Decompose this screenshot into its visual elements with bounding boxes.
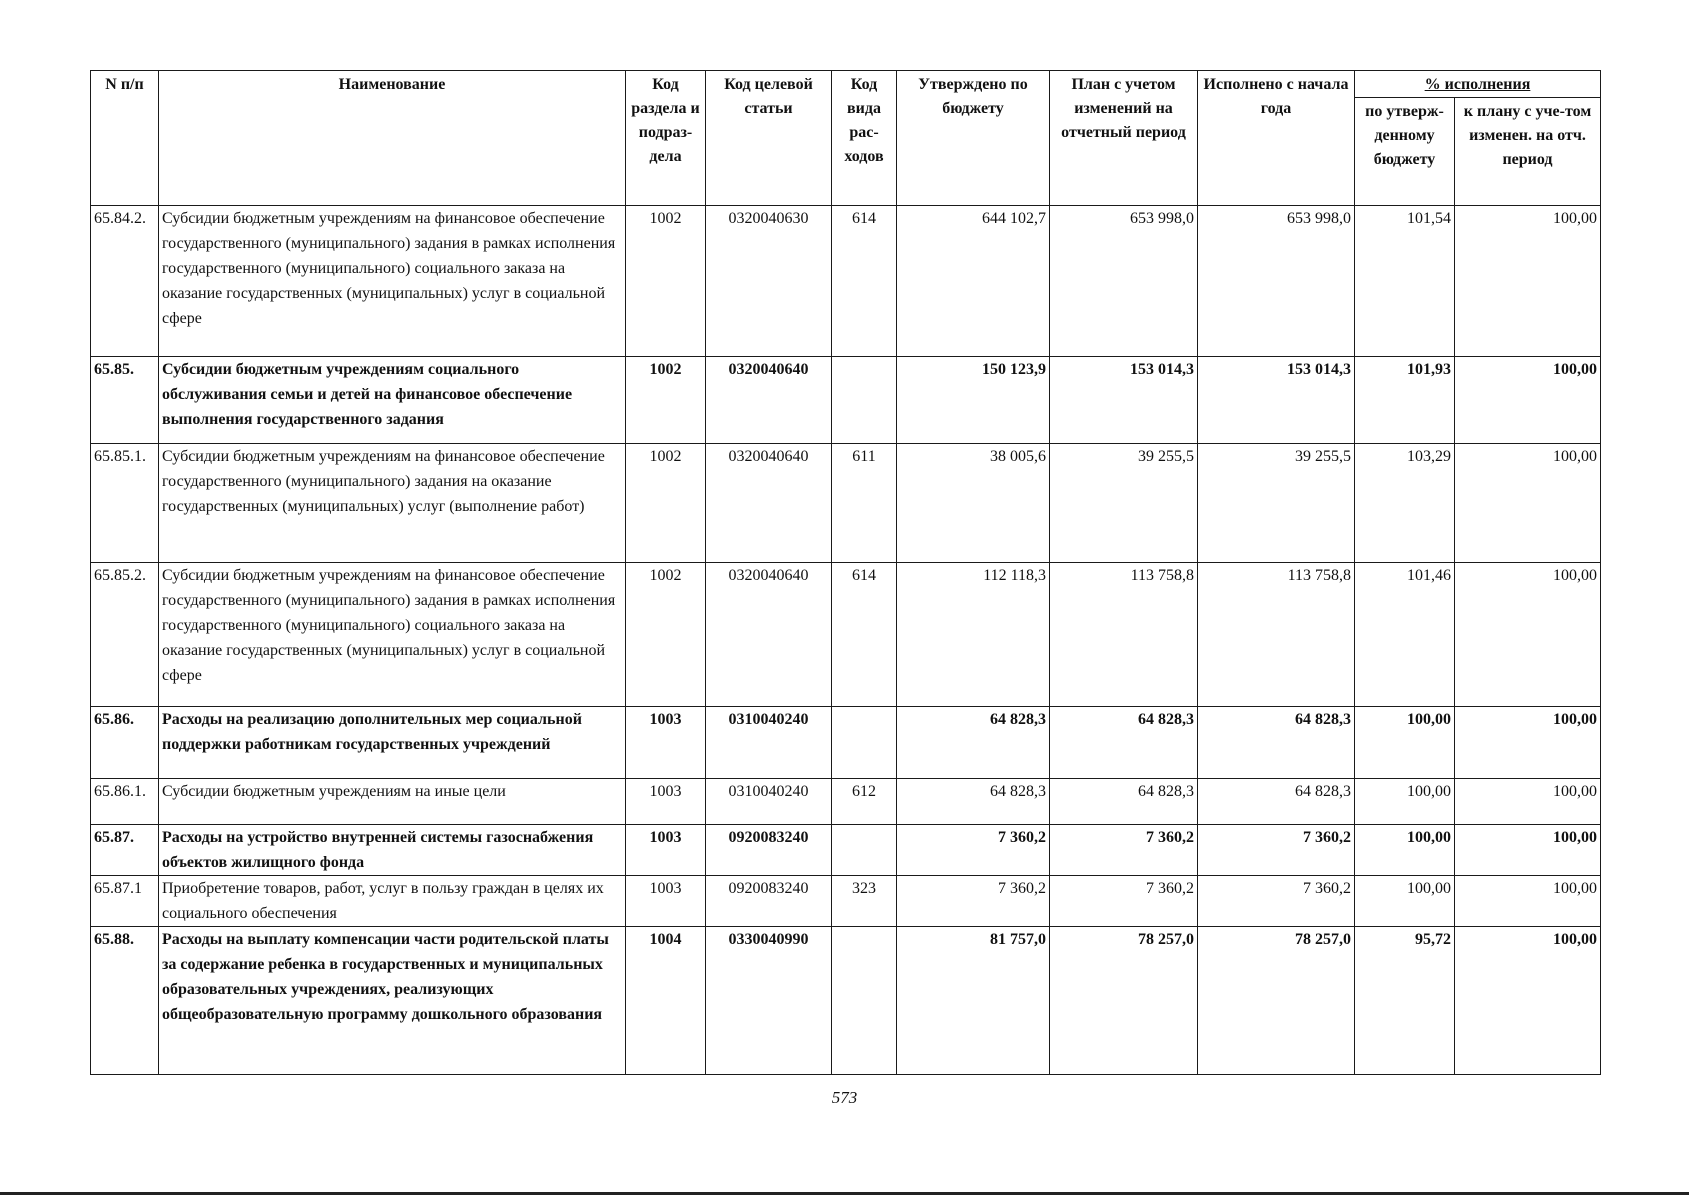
table-row (91, 206, 1601, 357)
row-approved: 7 360,2 (897, 876, 1050, 927)
header-executed: Исполнено с начала года (1198, 71, 1355, 206)
bottom-divider (0, 1192, 1689, 1195)
header-name: Наименование (159, 71, 626, 206)
row-percent-plan: 100,00 (1455, 779, 1601, 825)
header-no: N п/п (91, 71, 159, 206)
page-number: 573 (831, 1088, 858, 1107)
header-target-code: Код целевой статьи (706, 71, 832, 206)
row-percent-budget: 100,00 (1355, 779, 1455, 825)
row-percent-plan: 100,00 (1455, 444, 1601, 563)
row-plan: 7 360,2 (1050, 825, 1198, 876)
row-expense-type-code: 612 (832, 779, 897, 825)
row-executed: 64 828,3 (1198, 707, 1355, 779)
row-percent-plan: 100,00 (1455, 825, 1601, 876)
row-approved: 64 828,3 (897, 779, 1050, 825)
row-number: 65.86. (91, 707, 159, 779)
row-expense-type-code (832, 825, 897, 876)
row-name: Субсидии бюджетным учреждениям социального обслуживания семьи и детей на финансовое обеспечение выполнения государственного задания (159, 357, 626, 444)
row-percent-plan: 100,00 (1455, 927, 1601, 1075)
row-percent-plan: 100,00 (1455, 206, 1601, 357)
row-expense-type-code: 614 (832, 563, 897, 707)
header-plan: План с учетом изменений на отчетный период (1050, 71, 1198, 206)
row-section-code: 1003 (626, 779, 706, 825)
row-target-code: 0320040640 (706, 444, 832, 563)
row-approved: 81 757,0 (897, 927, 1050, 1075)
row-section-code: 1003 (626, 876, 706, 927)
row-target-code: 0330040990 (706, 927, 832, 1075)
row-target-code: 0920083240 (706, 825, 832, 876)
table-row (91, 927, 1601, 1075)
row-target-code: 0320040640 (706, 563, 832, 707)
header-approved: Утверждено по бюджету (897, 71, 1050, 206)
row-approved: 38 005,6 (897, 444, 1050, 563)
row-name: Расходы на выплату компенсации части родительской платы за содержание ребенка в государственных и муниципальных образовательных учреждениях, реализующих общеобразовательную программу дошкольного образования (159, 927, 626, 1075)
row-section-code: 1002 (626, 563, 706, 707)
row-executed: 653 998,0 (1198, 206, 1355, 357)
row-approved: 112 118,3 (897, 563, 1050, 707)
row-executed: 78 257,0 (1198, 927, 1355, 1075)
row-percent-budget: 100,00 (1355, 707, 1455, 779)
row-approved: 644 102,7 (897, 206, 1050, 357)
table-row (91, 357, 1601, 444)
row-number: 65.87. (91, 825, 159, 876)
row-executed: 39 255,5 (1198, 444, 1355, 563)
row-plan: 113 758,8 (1050, 563, 1198, 707)
budget-execution-table (90, 70, 1601, 1075)
row-executed: 113 758,8 (1198, 563, 1355, 707)
row-name: Субсидии бюджетным учреждениям на финансовое обеспечение государственного (муниципального) задания на оказание государственных (муниципальных) услуг (выполнение работ) (159, 444, 626, 563)
row-executed: 153 014,3 (1198, 357, 1355, 444)
row-number: 65.85.1. (91, 444, 159, 563)
table-row (91, 707, 1601, 779)
row-target-code: 0320040640 (706, 357, 832, 444)
row-percent-budget: 100,00 (1355, 825, 1455, 876)
row-percent-plan: 100,00 (1455, 876, 1601, 927)
header-percent-group-label: % исполнения (1424, 76, 1531, 93)
row-plan: 7 360,2 (1050, 876, 1198, 927)
row-target-code: 0920083240 (706, 876, 832, 927)
header-expense-type-code: Код вида рас-ходов (832, 71, 897, 206)
row-target-code: 0310040240 (706, 707, 832, 779)
row-approved: 7 360,2 (897, 825, 1050, 876)
row-section-code: 1003 (626, 707, 706, 779)
row-percent-plan: 100,00 (1455, 563, 1601, 707)
row-section-code: 1002 (626, 444, 706, 563)
row-section-code: 1002 (626, 206, 706, 357)
table-row (91, 779, 1601, 825)
header-section-code: Код раздела и подраз-дела (626, 71, 706, 206)
row-name: Субсидии бюджетным учреждениям на финансовое обеспечение государственного (муниципального) задания в рамках исполнения государственного (муниципального) социального заказа на оказание государственных (муниципальных) услуг в социальной сфере (159, 206, 626, 357)
row-name: Субсидии бюджетным учреждениям на финансовое обеспечение государственного (муниципального) задания в рамках исполнения государственного (муниципального) социального заказа на оказание государственных (муниципальных) услуг в социальной сфере (159, 563, 626, 707)
row-plan: 39 255,5 (1050, 444, 1198, 563)
table-row (91, 876, 1601, 927)
row-percent-budget: 103,29 (1355, 444, 1455, 563)
row-section-code: 1002 (626, 357, 706, 444)
header-percent-budget: по утверж-денному бюджету (1355, 98, 1455, 206)
row-percent-plan: 100,00 (1455, 707, 1601, 779)
row-number: 65.85.2. (91, 563, 159, 707)
row-target-code: 0310040240 (706, 779, 832, 825)
row-approved: 64 828,3 (897, 707, 1050, 779)
row-section-code: 1004 (626, 927, 706, 1075)
table-body (91, 206, 1601, 1075)
table-row (91, 444, 1601, 563)
row-plan: 653 998,0 (1050, 206, 1198, 357)
row-expense-type-code (832, 927, 897, 1075)
row-plan: 64 828,3 (1050, 707, 1198, 779)
row-percent-budget: 101,93 (1355, 357, 1455, 444)
row-approved: 150 123,9 (897, 357, 1050, 444)
row-number: 65.85. (91, 357, 159, 444)
row-name: Расходы на устройство внутренней системы газоснабжения объектов жилищного фонда (159, 825, 626, 876)
table-header (91, 71, 1601, 206)
row-executed: 64 828,3 (1198, 779, 1355, 825)
row-plan: 78 257,0 (1050, 927, 1198, 1075)
row-expense-type-code: 614 (832, 206, 897, 357)
header-percent-group (1355, 71, 1601, 98)
row-name: Приобретение товаров, работ, услуг в пользу граждан в целях их социального обеспечения (159, 876, 626, 927)
row-section-code: 1003 (626, 825, 706, 876)
row-percent-budget: 101,46 (1355, 563, 1455, 707)
row-percent-budget: 95,72 (1355, 927, 1455, 1075)
table-row (91, 563, 1601, 707)
row-name: Субсидии бюджетным учреждениям на иные цели (159, 779, 626, 825)
row-plan: 153 014,3 (1050, 357, 1198, 444)
row-expense-type-code: 323 (832, 876, 897, 927)
row-executed: 7 360,2 (1198, 876, 1355, 927)
row-percent-plan: 100,00 (1455, 357, 1601, 444)
row-number: 65.86.1. (91, 779, 159, 825)
table-row (91, 825, 1601, 876)
row-number: 65.84.2. (91, 206, 159, 357)
row-executed: 7 360,2 (1198, 825, 1355, 876)
row-expense-type-code (832, 357, 897, 444)
row-number: 65.88. (91, 927, 159, 1075)
row-percent-budget: 101,54 (1355, 206, 1455, 357)
header-percent-plan: к плану с уче-том изменен. на отч. период (1455, 98, 1601, 206)
row-expense-type-code: 611 (832, 444, 897, 563)
row-plan: 64 828,3 (1050, 779, 1198, 825)
row-name: Расходы на реализацию дополнительных мер социальной поддержки работникам государственных учреждений (159, 707, 626, 779)
row-target-code: 0320040630 (706, 206, 832, 357)
row-percent-budget: 100,00 (1355, 876, 1455, 927)
row-expense-type-code (832, 707, 897, 779)
row-number: 65.87.1 (91, 876, 159, 927)
